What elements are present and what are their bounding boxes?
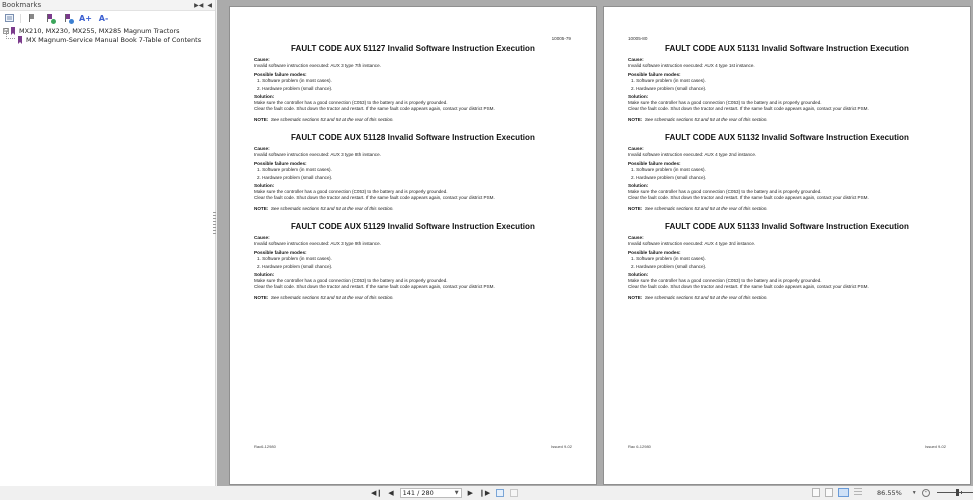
cause-text: Invalid software instruction executed: AUX 3 type 8th instance. bbox=[254, 152, 381, 157]
document-view[interactable] bbox=[217, 0, 973, 486]
failure-mode-item: 1. Software problem (in most cases). bbox=[257, 77, 332, 83]
previous-page-icon[interactable]: ◀ bbox=[388, 489, 394, 497]
note-label: NOTE: bbox=[628, 117, 643, 122]
failure-modes-label: Possible failure modes: bbox=[254, 71, 307, 77]
tree-connector bbox=[6, 31, 15, 39]
view-tools bbox=[812, 488, 973, 497]
note-text: See schematic sections 53 and 54 at the rear of this section. bbox=[644, 295, 768, 300]
fault-code-section bbox=[254, 222, 572, 301]
failure-mode-item: 1. Software problem (in most cases). bbox=[631, 77, 706, 83]
chevron-down-icon[interactable]: ▼ bbox=[454, 490, 459, 496]
continuous-facing-view-icon[interactable] bbox=[854, 488, 862, 497]
page-footer bbox=[254, 444, 572, 449]
cause-label: Cause: bbox=[254, 57, 270, 62]
failure-modes-label: Possible failure modes: bbox=[628, 71, 681, 77]
cause-label: Cause: bbox=[628, 57, 644, 62]
failure-modes-label: Possible failure modes: bbox=[628, 160, 681, 166]
fault-code-section bbox=[254, 44, 572, 123]
failure-modes-label: Possible failure modes: bbox=[254, 160, 307, 166]
delete-bookmark-icon[interactable] bbox=[27, 14, 36, 23]
page-number: 10005-80 bbox=[628, 36, 648, 41]
next-page-icon[interactable]: ▶ bbox=[467, 489, 474, 497]
add-bookmark-icon[interactable] bbox=[45, 14, 54, 23]
failure-mode-item: 2. Hardware problem (small chance). bbox=[257, 263, 333, 269]
page-navigation bbox=[371, 488, 518, 498]
note-label: NOTE: bbox=[254, 295, 269, 300]
fault-code-title: FAULT CODE AUX 51128 Invalid Software Instruction Execution bbox=[291, 133, 535, 142]
cause-text: Invalid software instruction executed: AUX 3 type 7th instance. bbox=[254, 63, 381, 68]
bookmark-item-child[interactable] bbox=[0, 35, 215, 44]
solution-label: Solution: bbox=[254, 183, 275, 188]
cause-text: Invalid software instruction executed: AUX 4 type 3rd instance. bbox=[628, 241, 756, 246]
solution-text: Clear the fault code. Shut down the tractor and restart. If the same fault code appears again, contact your district PSM. bbox=[254, 195, 495, 200]
note-label: NOTE: bbox=[628, 206, 643, 211]
note bbox=[254, 117, 572, 123]
note bbox=[628, 295, 946, 301]
chevron-down-icon[interactable]: ▼ bbox=[911, 489, 917, 496]
zoom-level[interactable]: 86.55% bbox=[877, 488, 902, 497]
collapse-toggle-icon[interactable]: ⊟ bbox=[4, 27, 9, 34]
add-child-bookmark-icon[interactable] bbox=[63, 14, 72, 23]
fault-code-section bbox=[254, 133, 572, 212]
pin-icon[interactable]: ◀ bbox=[207, 2, 212, 9]
first-page-icon[interactable]: ◀❙ bbox=[371, 489, 383, 497]
status-bar bbox=[0, 486, 973, 500]
failure-mode-item: 1. Software problem (in most cases). bbox=[257, 166, 332, 172]
fault-code-section bbox=[628, 44, 946, 123]
fault-code-title: FAULT CODE AUX 51129 Invalid Software Instruction Execution bbox=[291, 222, 535, 231]
bookmark-label: MX Magnum-Service Manual Book 7-Table of Contents bbox=[26, 35, 202, 44]
note-label: NOTE: bbox=[254, 117, 269, 122]
cause-text: Invalid software instruction executed: AUX 3 type 9th instance. bbox=[254, 241, 381, 246]
slider-tick bbox=[961, 491, 962, 494]
solution-text: Clear the fault code. Shut down the tractor and restart. If the same fault code appears again, contact your district PSM. bbox=[628, 284, 869, 289]
failure-mode-item: 1. Software problem (in most cases). bbox=[631, 255, 706, 261]
solution-text: Make sure the controller has a good connection (C053) to the battery and is properly grounded. bbox=[254, 100, 448, 105]
page-footer bbox=[628, 444, 946, 449]
failure-mode-item: 2. Hardware problem (small chance). bbox=[631, 85, 707, 91]
failure-mode-item: 2. Hardware problem (small chance). bbox=[257, 85, 333, 91]
previous-view-icon[interactable] bbox=[496, 489, 504, 497]
facing-view-icon[interactable] bbox=[838, 488, 849, 497]
solution-label: Solution: bbox=[628, 183, 649, 188]
solution-label: Solution: bbox=[628, 272, 649, 277]
collapse-icon[interactable]: ▶◀ bbox=[194, 2, 204, 9]
page-number: 10005-79 bbox=[551, 36, 571, 41]
footer-reference: Rac 6-12980 bbox=[628, 444, 651, 449]
note bbox=[254, 206, 572, 212]
failure-modes-label: Possible failure modes: bbox=[254, 249, 307, 255]
bookmarks-panel-title: Bookmarks bbox=[2, 1, 42, 9]
panel-splitter-handle[interactable] bbox=[213, 212, 216, 236]
fault-code-section bbox=[628, 133, 946, 212]
solution-text: Make sure the controller has a good connection (C053) to the battery and is properly grounded. bbox=[628, 189, 822, 194]
page-number-value: 141 / 280 bbox=[402, 489, 434, 497]
page-right bbox=[603, 6, 971, 485]
failure-mode-item: 1. Software problem (in most cases). bbox=[257, 255, 332, 261]
solution-label: Solution: bbox=[254, 94, 275, 99]
solution-text: Clear the fault code. Shut down the tractor and restart. If the same fault code appears again, contact your district PSM. bbox=[628, 106, 869, 111]
note bbox=[254, 295, 572, 301]
note-text: See schematic sections 53 and 54 at the rear of this section. bbox=[644, 117, 768, 122]
failure-mode-item: 2. Hardware problem (small chance). bbox=[631, 263, 707, 269]
footer-issued: Issued 9-02 bbox=[925, 444, 946, 449]
solution-text: Make sure the controller has a good connection (C053) to the battery and is properly grounded. bbox=[254, 189, 448, 194]
cause-label: Cause: bbox=[254, 235, 270, 240]
note-text: See schematic sections 53 and 54 at the rear of this section. bbox=[270, 117, 394, 122]
solution-label: Solution: bbox=[628, 94, 649, 99]
fault-code-title: FAULT CODE AUX 51132 Invalid Software Instruction Execution bbox=[665, 133, 909, 142]
slider-thumb[interactable] bbox=[956, 489, 959, 496]
note bbox=[628, 117, 946, 123]
note bbox=[628, 206, 946, 212]
single-page-view-icon[interactable] bbox=[812, 488, 820, 497]
footer-reference: Rac6-12980 bbox=[254, 444, 276, 449]
cause-label: Cause: bbox=[254, 146, 270, 151]
bookmarks-toolbar bbox=[0, 11, 215, 25]
footer-issued: Issued 9-02 bbox=[551, 444, 572, 449]
failure-mode-item: 1. Software problem (in most cases). bbox=[631, 166, 706, 172]
note-text: See schematic sections 53 and 54 at the rear of this section. bbox=[270, 295, 394, 300]
fault-code-title: FAULT CODE AUX 51131 Invalid Software Instruction Execution bbox=[665, 44, 909, 53]
cause-text: Invalid software instruction executed: AUX 4 type 1st instance. bbox=[628, 63, 755, 68]
note-text: See schematic sections 53 and 54 at the rear of this section. bbox=[270, 206, 394, 211]
failure-mode-item: 2. Hardware problem (small chance). bbox=[257, 174, 333, 180]
solution-text: Clear the fault code. Shut down the tractor and restart. If the same fault code appears again, contact your district PSM. bbox=[254, 284, 495, 289]
bookmark-icon bbox=[18, 36, 22, 44]
failure-modes-label: Possible failure modes: bbox=[628, 249, 681, 255]
increase-font-size-button[interactable]: A+ bbox=[79, 13, 92, 23]
note-label: NOTE: bbox=[254, 206, 269, 211]
solution-label: Solution: bbox=[254, 272, 275, 277]
next-view-icon[interactable] bbox=[510, 489, 518, 497]
fault-code-section bbox=[628, 222, 946, 301]
cause-text: Invalid software instruction executed: AUX 4 type 2nd instance. bbox=[628, 152, 757, 157]
solution-text: Clear the fault code. Shut down the tractor and restart. If the same fault code appears again, contact your district PSM. bbox=[254, 106, 495, 111]
fault-code-title: FAULT CODE AUX 51133 Invalid Software Instruction Execution bbox=[665, 222, 909, 231]
failure-mode-item: 2. Hardware problem (small chance). bbox=[631, 174, 707, 180]
note-label: NOTE: bbox=[628, 295, 643, 300]
page-number-input[interactable] bbox=[400, 488, 462, 498]
solution-text: Make sure the controller has a good connection (C053) to the battery and is properly grounded. bbox=[628, 278, 822, 283]
cause-label: Cause: bbox=[628, 235, 644, 240]
zoom-out-icon[interactable]: - bbox=[922, 489, 930, 497]
fault-code-title: FAULT CODE AUX 51127 Invalid Software Instruction Execution bbox=[291, 44, 535, 53]
last-page-icon[interactable]: ❙▶ bbox=[479, 489, 491, 497]
solution-text: Make sure the controller has a good connection (C053) to the battery and is properly grounded. bbox=[254, 278, 448, 283]
page-left bbox=[229, 6, 597, 485]
bookmark-item-root[interactable] bbox=[0, 26, 215, 35]
bookmark-tree bbox=[0, 25, 215, 44]
bookmarks-panel bbox=[0, 0, 216, 486]
solution-text: Make sure the controller has a good connection (C053) to the battery and is properly grounded. bbox=[628, 100, 822, 105]
cause-label: Cause: bbox=[628, 146, 644, 151]
bookmark-options-icon[interactable] bbox=[5, 14, 14, 23]
solution-text: Clear the fault code. Shut down the tractor and restart. If the same fault code appears again, contact your district PSM. bbox=[628, 195, 869, 200]
bookmarks-panel-header bbox=[0, 0, 215, 11]
continuous-view-icon[interactable] bbox=[825, 488, 833, 497]
toolbar-divider bbox=[20, 14, 21, 23]
zoom-slider[interactable] bbox=[937, 488, 973, 497]
note-text: See schematic sections 53 and 54 at the rear of this section. bbox=[644, 206, 768, 211]
decrease-font-size-button[interactable]: A- bbox=[98, 13, 109, 23]
bookmark-label: MX210, MX230, MX255, MX285 Magnum Tractors bbox=[19, 26, 180, 35]
